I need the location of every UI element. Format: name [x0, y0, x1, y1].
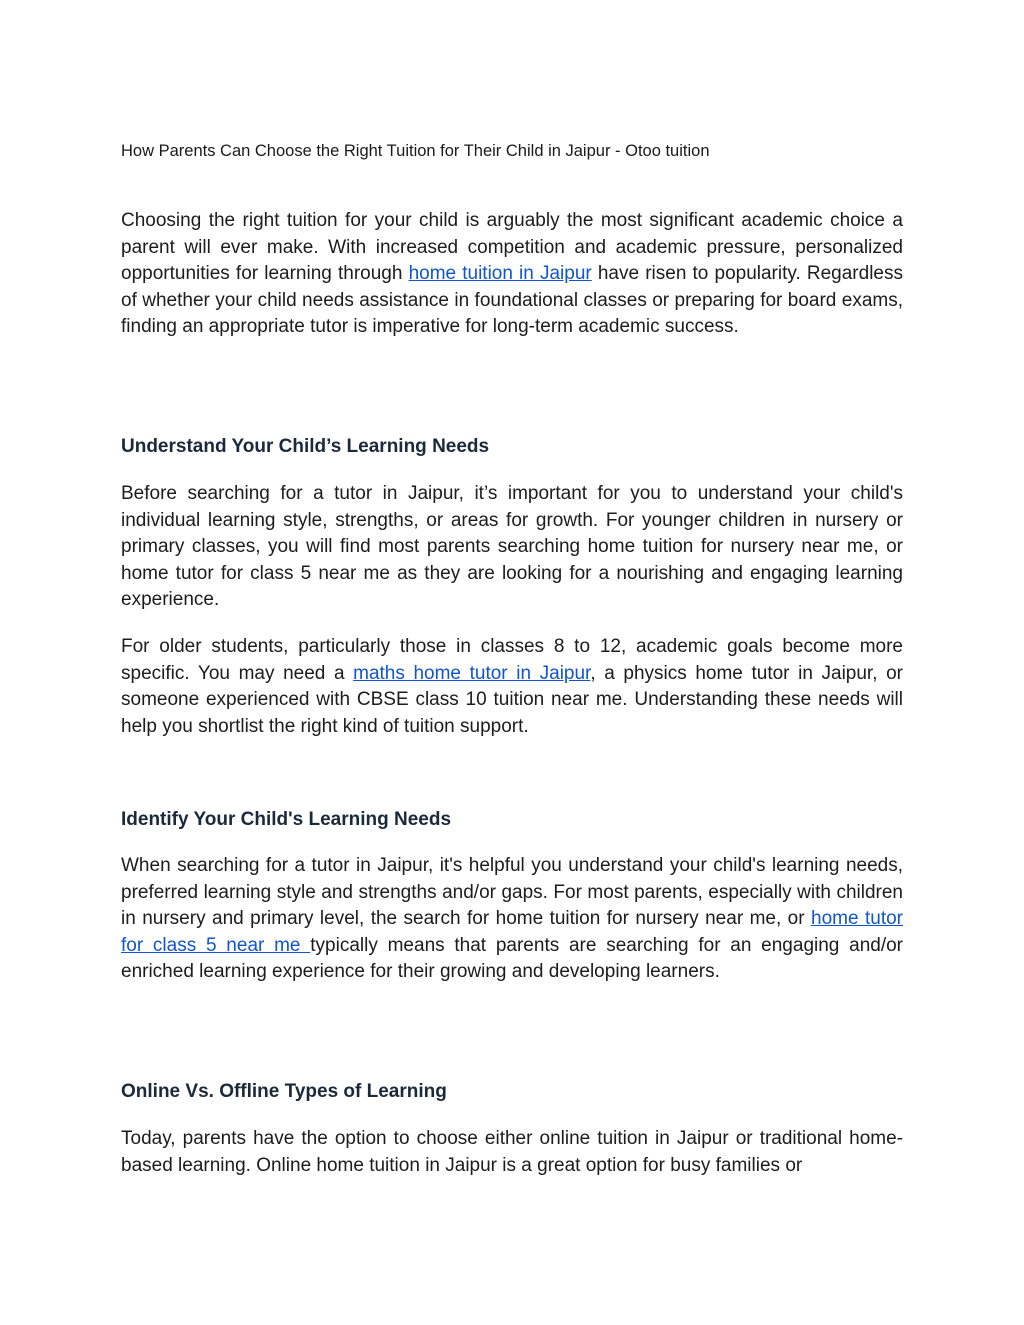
section-heading-understand-needs: Understand Your Child’s Learning Needs — [121, 436, 490, 457]
home-tutor-class-5-link[interactable]: home tutor for class 5 near me — [121, 908, 903, 956]
intro-paragraph — [121, 208, 903, 341]
identify-text-end: typically means that parents are searching for an engaging and/or enriched learning experience for their growing and developing learners. — [121, 934, 903, 982]
section-heading-online-offline: Online Vs. Offline Types of Learning — [121, 1081, 447, 1102]
identify-text-start: When searching for a tutor in Jaipur, it's helpful you understand your child's learning needs, preferred learning style and strengths and/or gaps. For most parents, especially with children in nursery and primary level, the search for home tuition for nursery near me, or — [121, 855, 903, 929]
document-title: How Parents Can Choose the Right Tuition for Their Child in Jaipur - Otoo tuition — [121, 142, 710, 160]
identify-needs-paragraph — [121, 853, 903, 986]
home-tuition-jaipur-link[interactable]: home tuition in Jaipur — [408, 263, 592, 284]
paragraph-2-text-end: , a physics home tutor in Jaipur, or someone experienced with CBSE class 10 tuition near me. Understanding these needs will help you shortlist the right kind of tuition support. — [121, 662, 903, 737]
intro-text-end: have risen to popularity. Regardless of whether your child needs assistance in foundational classes or preparing for board exams, finding an appropriate tutor is imperative for long-term academic success. — [121, 263, 903, 337]
understand-needs-paragraph-2 — [121, 634, 903, 740]
intro-text-start: Choosing the right tuition for your child is arguably the most significant academic choice a parent will ever make. With increased competition and academic pressure, personalized opportunities for learning through — [121, 210, 903, 284]
maths-home-tutor-link[interactable]: maths home tutor in Jaipur — [353, 662, 591, 684]
section-heading-identify-needs: Identify Your Child's Learning Needs — [121, 809, 452, 830]
online-offline-paragraph: Today, parents have the option to choose either online tuition in Jaipur or traditional home-based learning. Online home tuition in Jaipur is a great option for busy families or — [121, 1128, 903, 1176]
understand-needs-paragraph-1: Before searching for a tutor in Jaipur, it’s important for you to understand your child's individual learning style, strengths, or areas for growth. For younger children in nursery or primary classes, you will find most parents searching home tuition for nursery near me, or home tutor for class 5 near me as they are looking for a nourishing and engaging learning experience. — [121, 483, 903, 610]
paragraph-2-text-start: For older students, particularly those in classes 8 to 12, academic goals become more specific. You may need a — [121, 636, 903, 684]
